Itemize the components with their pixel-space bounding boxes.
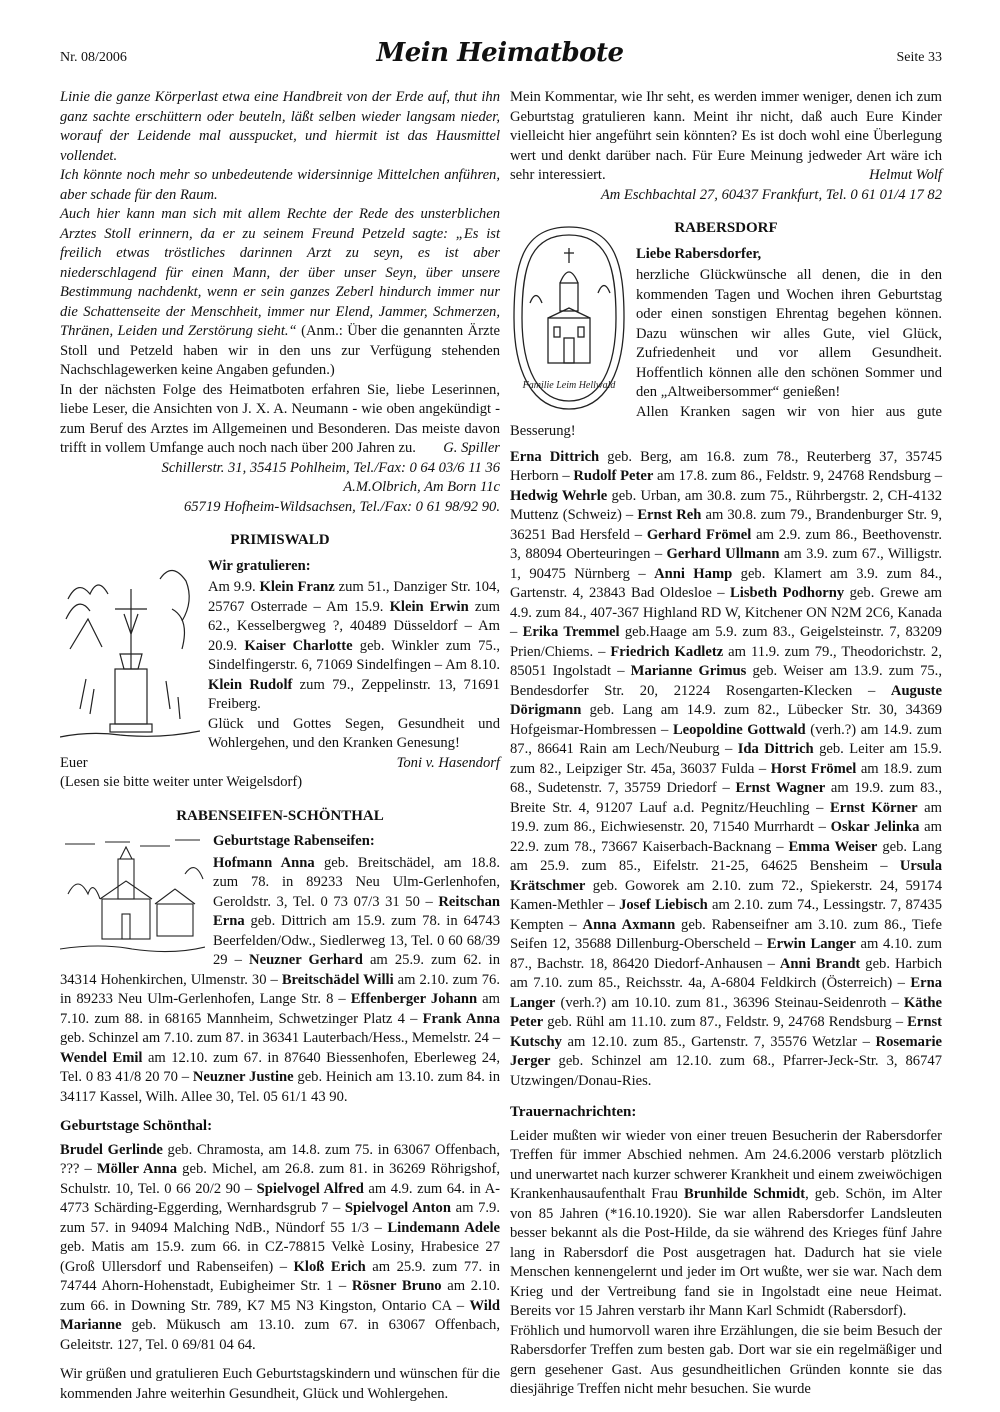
comment-paragraph bbox=[510, 88, 942, 186]
primiswald-note: (Lesen sie bitte weiter unter Weigelsdorf) bbox=[60, 774, 303, 790]
intro-annotation: (Anm.: Über die genannten Ärzte Stoll und Petzeld haben wir in den uns zur Verfügung stehenden Nachschlagewerken keine Angaben gefunden.) bbox=[60, 323, 500, 378]
author-address-3: 65719 Hofheim-Wildsachsen, Tel./Fax: 0 61 98/92 90. bbox=[183, 498, 500, 515]
village-church-illustration bbox=[60, 834, 205, 959]
intro-paragraph-2: Ich könnte noch mehr so unbedeutende widersinnige Mittelchen anführen, aber schade für den Raum. bbox=[60, 167, 500, 203]
rabenseifen-birthdays: Hofmann Anna geb. Breitschädel, am 18.8. zum 78. in 89233 Neu Ulm-Gerlenhofen, Geroldstr. 3, Tel. 0 73 07/3 31 50 – Reitschan Erna geb. Dittrich am 15.9. zum 78. in 64743 Beerfelden/Odw., Siedlerweg 13, Tel. 0 60 68/39 29 – Neuzner Gerhard am 25.9. zum 62. in 34314 Hohenkirchen, Ulmenstr. 30 – Breitschädel Willi am 2.10. zum 76. in 89233 Neu Ulm-Gerlenhofen, Lange Str. 8 – Effenberger Johann am 7.10. zum 88. in 68165 Mannheim, Schwetzinger Platz 4 – Frank Anna geb. Schinzel am 7.10. zum 87. in 36341 Lauterbach/Hess., Memelstr. 24 – Wendel Emil am 12.10. zum 67. in 87640 Biessenhofen, Eberleweg 24, Tel. 0 83 41/8 20 70 – Neuzner Justine geb. Heinich am 13.10. zum 84. in 34117 Kassel, Wilh. Allee 30, Tel. 05 61/1 43 90. bbox=[60, 854, 501, 1105]
primiswald-signature-line bbox=[60, 754, 500, 774]
rabenseifen-subtitle: Geburtstage Rabenseifen: bbox=[213, 833, 375, 849]
rabersdorf-birthdays: Erna Dittrich geb. Berg, am 16.8. zum 78., Reuterberg 37, 35745 Herborn – Rudolf Peter am 17.8. zum 86., Feldstr. 9, 24768 Rendsburg – Hedwig Wehrle geb. Urban, am 30.8. zum 75., Rührbergstr. 2, CH-4132 Muttenz (Schweiz) – Ernst Reh am 30.8. zum 79., Brandenburger Str. 9, 36251 Bad Hersfeld – Gerhard Frömel am 2.9. zum 86., Beethovenstr. 3, 88094 Oberteuringen – Gerhard Ullmann am 3.9. zum 67., Willigstr. 1, 90475 Nürnberg – Anni Hamp geb. Klamert am 3.9. zum 84., Gartenstr. 4, 23843 Bad Oldesloe – Lisbeth Podhorny geb. Grewe am 4.9. zum 84., 407-367 Highland RD W, Kitchener ON N2M 2C6, Kanada – Erika Tremmel geb.Haage am 5.9. zum 83., Geigelsteinstr. 7, 83209 Prien/Chiems. – Friedrich Kadletz am 11.9. zum 79., Theodorichstr. 2, 85051 Ingolstadt – Marianne Grimus geb. Weiser am 13.9. zum 75., Bendesdorfer Str. 20, 21224 Rosengarten-Klecken – Auguste Dörigmann geb. Lang am 14.9. zum 82., Lübecker Str. 30, 34369 Hofgeismar-Hombressen – Leopoldine Gottwald (verh.?) am 14.9. zum 87., 86641 Rain am Lech/Neuburg – Ida Dittrich geb. Leiter am 15.9. zum 82., Leipziger Str. 45a, 36037 Fulda – Horst Frömel am 18.9. zum 68., Sudetenstr. 7, 35759 Driedorf – Ernst Wagner am 19.9. zum 83., Breite Str. 4, 91207 Lauf a.d. Pegnitz/Heuchling – Ernst Körner am 19.9. zum 86., Eichwiesenstr. 20, 71540 Murrhardt – Oskar Jelinka am 22.9. zum 78., 73667 Kaiserbach-Backnang – Emma Weiser geb. Lang am 25.9. zum 85., Eifelstr. 21-25, 64625 Bensheim – Ursula Krätschmer geb. Goworek am 2.10. zum 72., Spiekerstr. 24, 59174 Kamen-Methler – Josef Liebisch am 2.10. zum 74., Lessingstr. 7, 87435 Kempten – Anna Axmann geb. Rabenseifner am 3.10. zum 86., Tiefe Seifen 12, 35688 Dillenburg-Oberscheld – Erwin Langer am 4.10. zum 87., Bachstr. 18, 86420 Diedorf-Anhausen – Anni Brandt geb. Harbich am 7.10. zum 85., Reichsstr. 4a, A-6804 Feldkirch (Österreich) – Erna Langer (verh.?) am 10.10. zum 81., 36396 Steinau-Seidenroth – Käthe Peter geb. Rühl am 11.10. zum 87., Feldstr. 9, 24768 Rendsburg – Ernst Kutschy am 12.10. zum 85., Gartenstr. 7, 35576 Wetzlar – Rosemarie Jerger geb. Schinzel am 12.10. zum 68., Pfarrer-Jeck-Str. 3, 86747 Utzwingen/Donau-Ries. bbox=[510, 448, 943, 1089]
schoenthal-closing: Wir grüßen und gratulieren Euch Geburtstagskindern und wünschen für die kommenden Jahre weiterhin Gesundheit, Glück und Wohlergehen. bbox=[60, 1366, 500, 1402]
stoll-quote: Auch hier kann man sich mit allem Rechte der Rede des unsterblichen Arztes Stoll erinnern, da er zu seinem Freund Petzeld sagte: „Es ist freilich etwas tröstliches darinnen Arzt zu seyn, es ist aber niederschlagend für einen Mann, der über unser Seyn, über unsere Bestimmung nachdenkt, wenn er sein ganzes Zeberl hindurch immer nur die Schattenseite der Menschheit, immer nur Elend, Jammer, Schmerzen, Thränen, Leiden und Zerstörung sieht.“ bbox=[60, 206, 500, 339]
issue-number: Nr. 08/2006 bbox=[60, 50, 127, 65]
section-title-primiswald: PRIMISWALD bbox=[230, 532, 330, 548]
masthead-title: Mein Heimatbote bbox=[376, 38, 624, 68]
section-title-rabenseifen: RABENSEIFEN-SCHÖNTHAL bbox=[176, 807, 384, 824]
schoenthal-subtitle: Geburtstage Schönthal: bbox=[60, 1118, 213, 1134]
comment-signature: Helmut Wolf bbox=[869, 167, 942, 183]
intro-paragraph-3 bbox=[60, 205, 500, 381]
wayside-cross-illustration bbox=[60, 559, 200, 744]
trauer-text-continued: Fröhlich und humorvoll waren ihre Erzählungen, die sie beim Besuch der Rabersdorfer Treffen zum besten gab. Dort war sie ein regelmäßiger und gern gesehener Gast. Aus gesundheitlichen Gründen konnte sie das diesjährige Treffen nicht mehr besuchen. Sie wurde bbox=[510, 1322, 942, 1397]
author-signature: G. Spiller bbox=[443, 440, 500, 456]
author-address-2: A.M.Olbrich, Am Born 11c bbox=[343, 479, 500, 495]
author-address-1: Schillerstr. 31, 35415 Pohlheim, Tel./Fax: 0 64 03/6 11 36 bbox=[161, 459, 500, 476]
primiswald-signature: Toni v. Hasendorf bbox=[396, 754, 500, 771]
rabersdorf-church-emblem bbox=[510, 223, 628, 413]
intro-next-text: In der nächsten Folge des Heimatboten erfahren Sie, liebe Leserinnen, liebe Leser, die Ansichten von J. X. A. Neumann - wie oben angekündigt - zum Beruf des Arztes im Allgemeinen und Besonderen. Das meiste davon trifft in vollem Umfange auch noch nach über 200 Jahren zu. bbox=[60, 381, 500, 456]
rabersdorf-greeting: herzliche Glückwünsche all denen, die in den kommenden Tagen und Wochen ihren Geburtstag oder einen sonstigen Ehrentag begehen können. Dazu wünschen wir alles Gute, viel Glück, Zufriedenheit und vor allem Gesundheit. Hoffentlich können alle den schönen Sommer und den „Altweibersommer“ genießen! bbox=[636, 267, 942, 400]
intro-next bbox=[60, 381, 500, 459]
trauer-title: Trauernachrichten: bbox=[510, 1104, 637, 1120]
comment-address: Am Eschbachtal 27, 60437 Frankfurt, Tel. 0 61 01/4 17 82 bbox=[600, 186, 942, 203]
primiswald-subtitle: Wir gratulieren: bbox=[208, 557, 311, 574]
rabersdorf-subtitle: Liebe Rabersdorfer, bbox=[636, 245, 762, 262]
rabersdorf-sick-wish: Allen Kranken sagen wir von hier aus gute Besserung! bbox=[510, 403, 942, 439]
emblem-inscription: Familie Leim Hellwald bbox=[522, 379, 616, 391]
intro-paragraph-1: Linie die ganze Körperlast etwa eine Handbreit von der Erde auf, thut ihn ganz sachte erschüttern oder beuteln, läßt selben wieder langsam nieder, worauf der Leidende mal ausspucket, und hiermit ist das Hausmittel vollendet. bbox=[60, 89, 500, 164]
comment-text: Mein Kommentar, wie Ihr seht, es werden immer weniger, denen ich zum Geburtstag gratulieren kann. Meint ihr nicht, daß auch Eure Kinder vielleicht hier angeführt sein könnten? Es ist doch wohl eine Überlegung wert und denkt darüber nach. Für Eure Meinung jedweder Art wäre ich sehr interessiert. bbox=[510, 89, 942, 183]
primiswald-birthdays: Am 9.9. Klein Franz zum 51., Danziger Str. 104, 25767 Osterrade – Am 15.9. Klein Erwin zum 62., Kesselbergweg ?, 40489 Düsseldorf – Am 20.9. Kaiser Charlotte geb. Winkler zum 75., Sindelfingerstr. 6, 71069 Sindelfingen – Am 8.10. Klein Rudolf zum 79., Zeppelinstr. 13, 71691 Freiberg. bbox=[208, 579, 501, 712]
page-number: Seite 33 bbox=[896, 50, 942, 65]
left-column bbox=[60, 88, 500, 1404]
section-title-rabersdorf: RABERSDORF bbox=[674, 220, 778, 236]
trauer-text: Leider mußten wir wieder von einer treuen Besucherin der Rabersdorfer Treffen für immer Abschied nehmen. Am 24.6.2006 verstarb plötzlich und unerwartet nach kurzer schwerer Krankheit und einem zweiwöchigen Krankenhausaufenthalt Frau Brunhilde Schmidt, geb. Schön, im Alter von 85 Jahren (*16.10.1920). Sie war allen Rabersdorfer Landsleuten besser bekannt als die Post-Hilde, da sie während des Krieges fünf Jahre lang in Rabersdorf die Post ausgetragen hat. Dadurch hat sie viele Menschen kennengelernt und jeder im Ort wußte, wer sie war. Nach dem Krieg und der Vertreibung fand sie in Ingolstadt eine neue Heimat. Bereits vor 15 Jahren verstarb ihr Mann Karl Schmidt (Rabersdorf). bbox=[510, 1127, 943, 1319]
primiswald-euer: Euer bbox=[60, 754, 88, 771]
primiswald-wish: Glück und Gottes Segen, Gesundheit und Wohlergehen, und den Kranken Genesung! bbox=[208, 715, 500, 751]
schoenthal-birthdays: Brudel Gerlinde geb. Chramosta, am 14.8. zum 75. in 63067 Offenbach, ??? – Möller Anna geb. Michel, am 26.8. zum 81. in 36269 Röhrigshof, Schulstr. 10, Tel. 0 66 20/2 90 – Spielvogel Alfred am 4.9. zum 64. in A-4773 Schärding-Eggerding, Wernhardsgrub 7 – Spielvogel Anton am 7.9. zum 57. in 94094 Malching NdB., Nündorf 55 1/3 – Lindemann Adele geb. Matis am 15.9. zum 66. in CZ-78815 Velkè Losiny, Hrabesice 27 (Groß Ullersdorf und Rabenseifen) – Kloß Erich am 25.9. zum 77. in 74744 Ahorn-Hohenstadt, Eubigheimer Str. 1 – Rösner Bruno am 2.10. zum 66. in Downing Str. 789, K7 M5 N3 Kingston, Ontario CA – Wild Marianne geb. Mükusch am 13.10. zum 67. in 63067 Offenbach, Geleitstr. 127, Tel. 0 69/81 04 64. bbox=[60, 1141, 501, 1353]
right-column bbox=[510, 88, 942, 1400]
